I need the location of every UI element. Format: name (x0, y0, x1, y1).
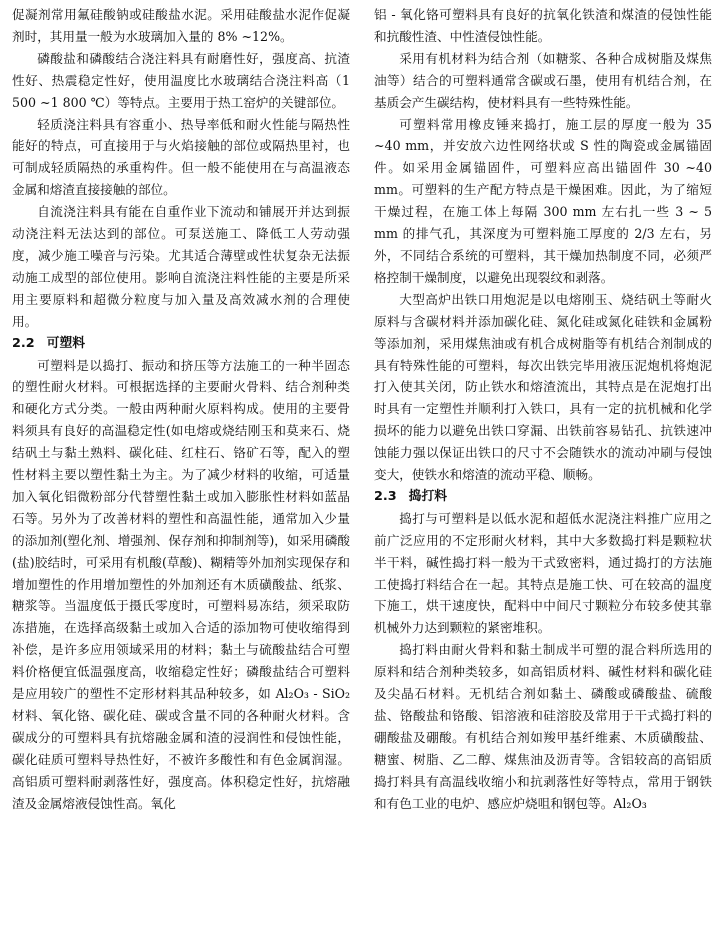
paragraph-organic-binder: 采用有机材料为结合剂（如糖浆、各种合成树脂及煤焦油等）结合的可塑料通常含碳或石墨，使用有机结合剂，在基质会产生碳结构，使材料具有一些特殊性能。 (374, 50, 712, 110)
paragraph-continued: 促凝剂常用氟硅酸钠或硅酸盐水泥。采用硅酸盐水泥作促凝剂时，其用量一般为水玻璃加入量的 8% ~12%。 (12, 7, 350, 44)
section-heading-2-2 (12, 333, 350, 355)
paragraph-ramming-construction: 可塑料常用橡皮锤来捣打，施工层的厚度一般为 35 ~40 mm，并安放六边性网络状或 S 性的陶瓷或金属锚固件。如采用金属锚固件，可塑料应高出锚固件 30 ~40 mm。可塑料的生产配方特点是干燥困难。因此，为了缩短干燥过程，在施工体上每隔 300 mm 左右扎一些 3 ~ 5 mm 的排气孔，其深度为可塑料施工厚度的 2/3 左右，另外，不同结合系统的可塑料，其干燥加热制度不同，必须严格控制干燥制度，以避免出现裂纹和剥落。 (374, 116, 712, 285)
left-column (12, 4, 350, 943)
section-number: 2.3 (374, 488, 397, 504)
paragraph-continued: 铝 - 氧化铬可塑料具有良好的抗氧化铁渣和煤渣的侵蚀性能和抗酸性渣、中性渣侵蚀性能。 (374, 7, 712, 44)
paragraph-taphole-clay: 大型高炉出铁口用炮泥是以电熔刚玉、烧结矾土等耐火原料与含碳材料并添加碳化硅、氮化硅或氮化硅铁和金属粉等添加剂，采用煤焦油或有机合成树脂等有机结合剂制成的具有特殊性能的可塑料，每次出铁完毕用液压泥炮机将炮泥打入使其关闭，防止铁水和熔渣流出，其特点是在泥炮打出时具有一定塑性并顺利打入铁口，具有一定的抗机械和化学损坏的能力以避免出铁口穿漏、出铁前容易钻孔、抗铁速冲蚀能力强以保证出铁口的尺寸不会随铁水的流动冲刷与侵蚀变大，使铁水和熔渣的流动平稳、顺畅。 (374, 291, 712, 483)
paragraph-lightweight-castable: 轻质浇注料具有容重小、热导率低和耐火性能与隔热性能好的特点，可直接用于与火焰接触的部位或隔热里衬，也可制成轻质隔热的承重构件。但一般不能使用在与高温液态金属和熔渣直接接触的部位。 (12, 116, 350, 198)
paragraph-plastic-refractory: 可塑料是以捣打、振动和挤压等方法施工的一种半固态的塑性耐火材料。可根据选择的主要耐火骨料、结合剂种类和硬化方式分类。一般由两种耐火原料构成。使用的主要骨料须具有良好的高温稳定性(如电熔或烧结刚玉和莫来石、烧结矾土与黏土熟料、碳化硅、红柱石、铬矿石等，配入的塑性材料主要以塑性黏土为主。为了减少材料的收缩，可适量加入氧化铝微粉部分代替塑性黏土或加入膨胀性材料如蓝晶石等。另外为了改善材料的塑性和高温性能，通常加入少量的添加剂(塑化剂、增强剂、保存剂和抑制剂等)，如采用磷酸(盐)胶结时，可采用有机酸(草酸)、糊精等外加剂实现保存和增加塑性的作用增加塑性的外加剂还有木质磺酸盐、纸浆、糖浆等。当温度低于摄氏零度时，可塑料易冻结，须采取防冻措施，在选择高级黏土或加入合适的添加物可使收缩得到补偿，是许多应用领域采用的材料；黏土与硫酸盐结合可塑料价格便宜低温强度高，收缩稳定性好；磷酸盐结合可塑料是应用较广的塑性不定形材料其品种较多，如 Al₂O₃ - SiO₂ 材料、氧化铬、碳化硅、碳或含量不同的各种耐火材料。含碳成分的可塑料具有抗熔融金属和渣的浸润性和侵蚀性能，碳化硅质可塑料导热性好，不被许多酸性和有色金属润湿。高铝质可塑料耐剥落性好，强度高。体积稳定性好，抗熔融渣及金属熔液侵蚀性高。氧化 (12, 357, 350, 811)
section-heading-2-3 (374, 486, 712, 508)
paragraph-phosphate-castable: 磷酸盐和磷酸结合浇注料具有耐磨性好，强度高、抗渣性好、热震稳定性好，使用温度比水玻璃结合浇注料高（1 500 ~1 800 ℃）等特点。主要用于热工窑炉的关键部位。 (12, 50, 350, 110)
section-title: 捣打料 (408, 488, 448, 504)
paragraph-ramming-raw-materials: 捣打料由耐火骨料和黏土制成半可塑的混合料所选用的原料和结合剂种类较多，如高铝质材料、碱性材料和碳化硅及尖晶石材料。无机结合剂如黏土、磷酸或磷酸盐、硫酸盐、铬酸盐和铬酸、铝溶液和硅溶胶及常用于干式捣打料的硼酸盐及硼酸。有机结合剂如羧甲基纤维素、木质磺酸盐、糖蜜、树脂、乙二醇、煤焦油及沥青等。含铝较高的高铝质捣打料具有高温线收缩小和抗剥落性好等特点，常用于钢铁和有色工业的电炉、感应炉烧咀和钢包等。Al₂O₃ (374, 642, 712, 811)
right-column (374, 4, 712, 943)
paragraph-self-flow-castable: 自流浇注料具有能在自重作业下流动和铺展开并达到振动浇注料无法达到的部位。可泵送施工、降低工人劳动强度，减少施工噪音与污染。尤其适合薄壁或性状复杂无法振动施工成型的部位使用。影响自流浇注料性能的主要是所采用主要原料和超微分粒度与加入量及高效减水剂的合理使用。 (12, 204, 350, 329)
section-number: 2.2 (12, 335, 35, 351)
paragraph-ramming-mix: 捣打与可塑料是以低水泥和超低水泥浇注料推广应用之前广泛应用的不定形耐火材料，其中大多数捣打料是颗粒状半干料，碱性捣打料一般为干式致密料，通过捣打的方法施工使捣打料结合在一起。其特点是施工快、可在较高的温度下施工，烘干速度快，配料中中间尺寸颗粒分布较多使其靠机械外力达到颗粒的紧密堆积。 (374, 510, 712, 636)
section-title: 可塑料 (46, 335, 86, 351)
